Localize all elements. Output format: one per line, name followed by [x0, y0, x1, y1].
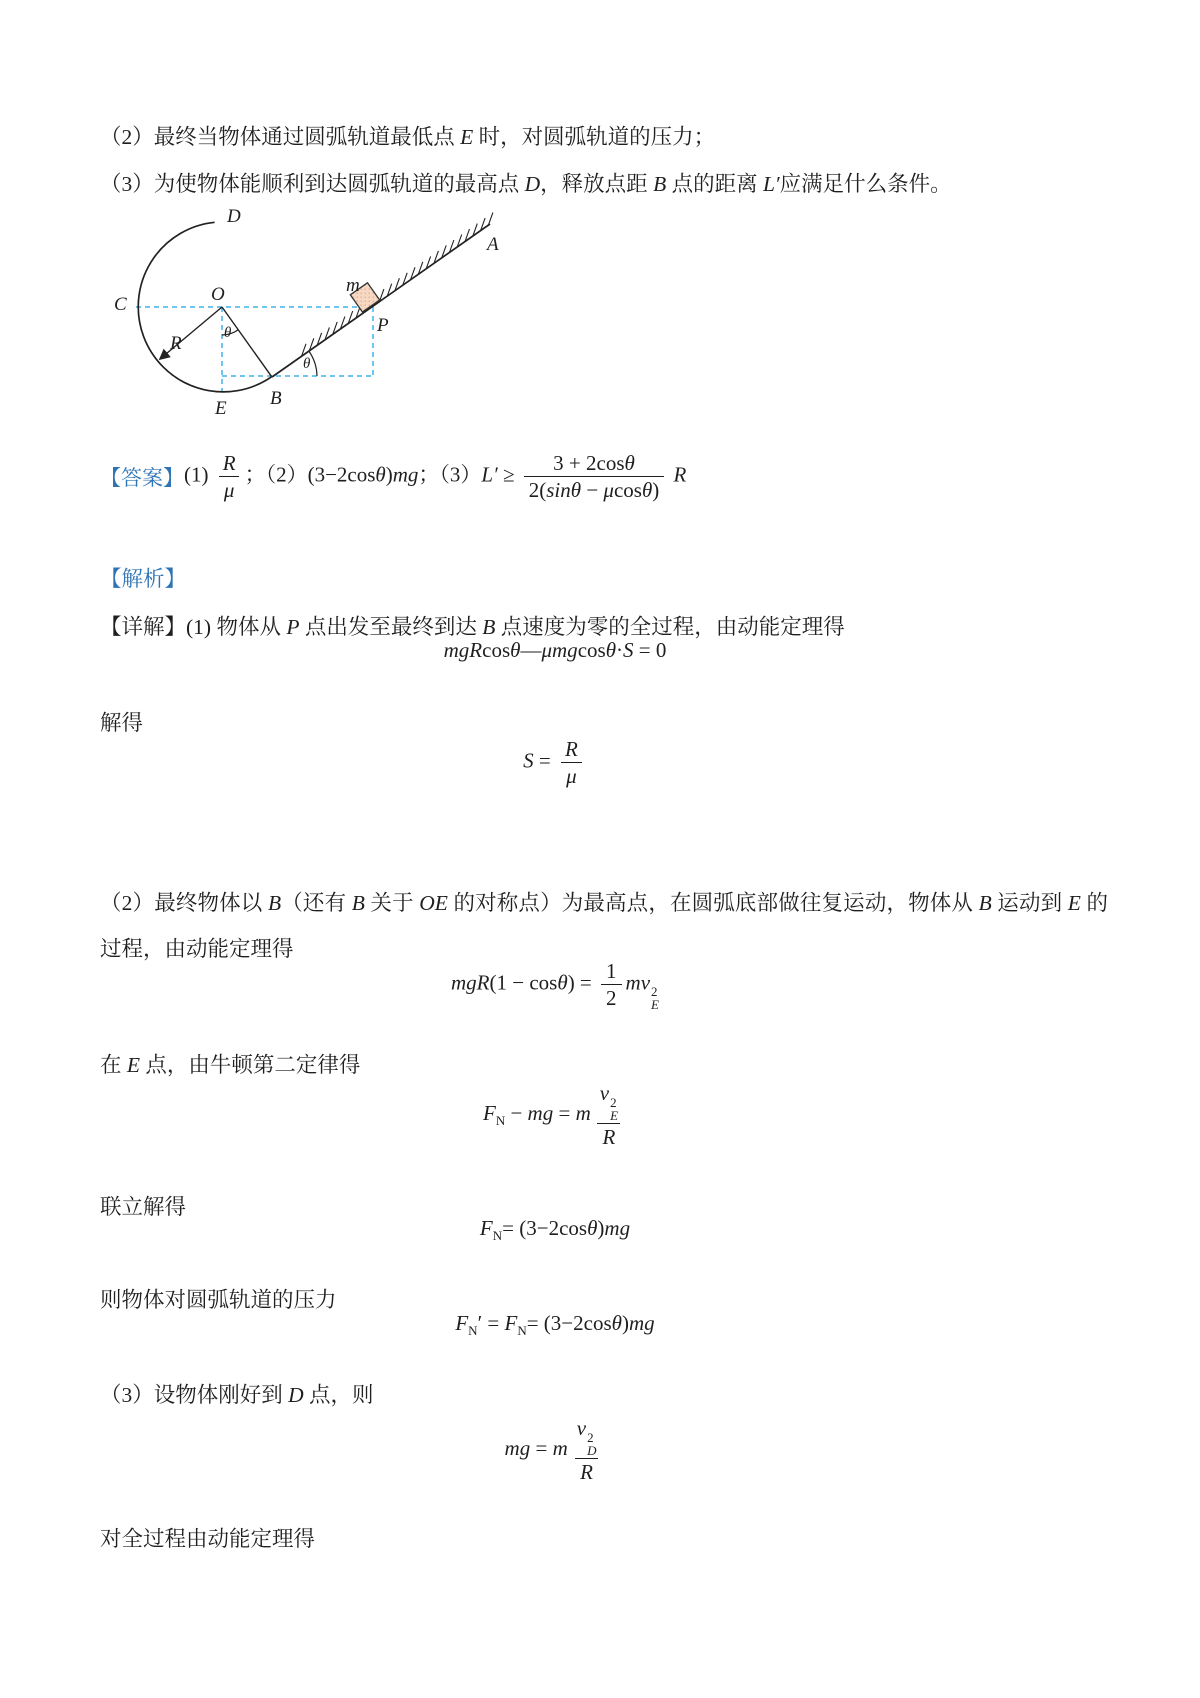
label-m: m: [346, 275, 360, 296]
label-c: C: [114, 294, 127, 315]
text-run: 点速度为零的全过程，由动能定理得: [495, 614, 845, 639]
combine-label: 联立解得: [100, 1194, 187, 1219]
var-run: L′: [481, 462, 498, 487]
var-run: v: [599, 1081, 610, 1105]
text-run: 在: [100, 1052, 127, 1077]
text-run: cos: [613, 478, 642, 503]
superscript: 2: [610, 1095, 617, 1110]
var-run: R: [222, 451, 236, 475]
text-run: 3 + 2cos: [553, 451, 625, 475]
text-run: = (3−2cos: [526, 1311, 612, 1335]
text-run: 运动到: [991, 890, 1068, 915]
text-run: ′ =: [477, 1311, 505, 1335]
text-run: ≥: [497, 462, 520, 487]
reaction-label: 则物体对圆弧轨道的压力: [100, 1287, 337, 1312]
formula-fn-prime: [100, 1311, 1010, 1339]
var-run: m: [575, 1100, 591, 1125]
text-run: 关于: [364, 890, 420, 915]
answer-content: [184, 450, 686, 503]
var-run: θ: [557, 970, 568, 995]
var-run: F: [482, 1100, 496, 1125]
text-run: 的过程，由动能定理得: [100, 890, 1108, 961]
hatch-marks: [302, 213, 493, 357]
fraction-denominator: [601, 984, 622, 1011]
text-run: （2）最终物体以: [100, 890, 268, 915]
script-stack: [651, 986, 659, 1011]
text-run: (1 − cos: [489, 970, 558, 995]
var-run: B: [978, 890, 992, 915]
text-run: −: [581, 478, 604, 503]
text-run: ·: [616, 638, 624, 662]
formula-fn: [100, 1216, 1010, 1244]
physics-diagram: [95, 195, 515, 420]
var-run: P: [286, 614, 300, 639]
text-run: （3）为使物体能顺利到达圆弧轨道的最高点: [100, 171, 525, 196]
text-run: ): [621, 1311, 629, 1335]
answer-line: [100, 450, 686, 503]
var-run: R: [602, 1125, 616, 1149]
var-run: S: [623, 638, 634, 662]
fraction: [524, 450, 665, 503]
fraction-denominator: [597, 1123, 620, 1150]
text-run: 点，由牛顿第二定律得: [140, 1052, 361, 1077]
solve-label: 解得: [100, 710, 144, 735]
var-run: F: [479, 1216, 493, 1240]
var-run: mg: [604, 1216, 631, 1240]
question-item-3: [100, 169, 952, 199]
var-run: D: [524, 171, 541, 196]
var-run: θ: [611, 1311, 622, 1335]
subscript: D: [587, 1443, 597, 1458]
fraction-denominator: [561, 762, 582, 789]
text-run: 2(: [528, 478, 547, 503]
fraction: [595, 1080, 623, 1150]
var-run: R: [565, 737, 578, 761]
var-run: R: [580, 1460, 593, 1484]
ob-line: [222, 307, 272, 377]
text-run: cos: [577, 638, 606, 662]
text-run: 【详解】(1) 物体从: [100, 614, 287, 639]
label-r: R: [170, 333, 182, 354]
text-run: ): [597, 1216, 605, 1240]
fraction-denominator: [575, 1458, 598, 1485]
var-run: mgR: [443, 638, 483, 662]
subscript: N: [492, 1228, 503, 1243]
label-a: A: [487, 234, 499, 255]
var-run: mv: [625, 970, 651, 995]
var-run: μ: [566, 764, 577, 789]
whole-process-label: 对全过程由动能定理得: [100, 1526, 316, 1551]
formula-energy-pb: [100, 638, 1010, 663]
text-run: 应满足什么条件。: [779, 171, 952, 196]
fraction-numerator: [595, 1080, 623, 1123]
answer-marker: 【答案】: [100, 465, 184, 490]
formula-d: [100, 1415, 1010, 1485]
text-run: 点，则: [303, 1382, 374, 1407]
label-p: P: [377, 315, 389, 336]
fraction-numerator: [218, 450, 241, 476]
text-run: = (3−2cos: [502, 1216, 588, 1240]
text-run: —: [520, 638, 542, 662]
text-run: 时，对圆弧轨道的压力；: [473, 124, 716, 149]
incline-line: [272, 224, 490, 377]
fraction-denominator: [524, 476, 665, 503]
var-run: mg: [527, 1100, 554, 1125]
text-run: (1): [184, 462, 214, 487]
var-run: D: [288, 1382, 304, 1407]
var-run: B: [351, 890, 365, 915]
var-run: θ: [641, 478, 653, 503]
fraction-numerator: [601, 958, 622, 984]
var-run: θ: [510, 638, 521, 662]
fraction-numerator: [560, 736, 583, 762]
label-theta-b: θ: [303, 356, 311, 372]
var-run: μ: [603, 478, 614, 503]
fraction: [218, 450, 241, 503]
text-run: −: [505, 1100, 528, 1125]
text-run: 的对称点）为最高点，在圆弧底部做往复运动，物体从: [447, 890, 979, 915]
var-run: v: [576, 1416, 587, 1440]
text-run: ；（3）: [418, 462, 482, 487]
text-run: （2）最终当物体通过圆弧轨道最低点: [100, 124, 461, 149]
var-run: θ: [375, 462, 386, 487]
text-run: cos: [482, 638, 511, 662]
var-run: F: [504, 1311, 518, 1335]
var-run: B: [482, 614, 496, 639]
var-run: μ: [223, 478, 235, 503]
text-run: = 0: [633, 638, 667, 662]
text-run: =: [553, 1100, 576, 1125]
var-run: OE: [419, 890, 448, 915]
var-run: m: [552, 1435, 568, 1460]
text-run: ): [385, 462, 393, 487]
text-run: ，释放点距: [540, 171, 654, 196]
subscript: N: [468, 1323, 478, 1338]
var-run: mgR: [451, 970, 490, 995]
var-run: θ: [624, 451, 635, 475]
superscript: 2: [587, 1430, 594, 1445]
text-run: （还有: [281, 890, 352, 915]
var-run: E: [126, 1052, 141, 1077]
solution-intro: [100, 612, 845, 642]
var-run: θ: [587, 1216, 598, 1240]
fraction: [572, 1415, 602, 1485]
var-run: μmg: [541, 638, 578, 662]
fraction-numerator: [548, 450, 640, 476]
var-run: sinθ: [546, 478, 582, 503]
subscript: E: [610, 1108, 619, 1123]
label-d: D: [227, 206, 241, 227]
var-run: E: [460, 124, 474, 149]
fraction: [601, 958, 622, 1011]
var-run: mg: [392, 462, 419, 487]
formula-newton-e: [100, 1080, 1010, 1150]
label-e: E: [215, 398, 227, 419]
fraction: [560, 736, 583, 789]
var-run: E: [1067, 890, 1081, 915]
subscript: N: [517, 1323, 527, 1338]
label-theta-o: θ: [224, 325, 232, 341]
var-run: mg: [504, 1435, 531, 1460]
var-run: mg: [628, 1311, 655, 1335]
fraction-numerator: [572, 1415, 602, 1458]
text-run: =: [530, 1435, 553, 1460]
label-o: O: [211, 284, 225, 305]
at-e-line: [100, 1050, 360, 1080]
label-b: B: [270, 388, 282, 409]
subscript: E: [651, 997, 659, 1013]
text-run: 1: [606, 959, 617, 983]
text-run: ): [652, 478, 660, 503]
script-stack: [587, 1432, 596, 1457]
subscript: N: [495, 1112, 506, 1128]
var-run: θ: [605, 638, 617, 662]
text-run: 点的距离: [666, 171, 763, 196]
text-run: =: [533, 748, 556, 773]
text-run: 点出发至最终到达: [299, 614, 483, 639]
formula-s: [100, 736, 1010, 789]
script-stack: [610, 1097, 618, 1122]
formula-energy-be: [100, 958, 1010, 1011]
var-run: B: [653, 171, 667, 196]
text-run: （3）设物体刚好到: [100, 1382, 289, 1407]
text-run: ；（2）(3−2cos: [244, 462, 376, 487]
var-run: B: [267, 890, 282, 915]
var-run: S: [523, 748, 534, 773]
question-item-2: [100, 122, 715, 152]
hatch-tick: [488, 213, 493, 226]
solution-part3: [100, 1380, 374, 1410]
analysis-marker: 【解析】: [100, 566, 187, 591]
superscript: 2: [651, 984, 658, 1000]
text-run: ) =: [567, 970, 598, 995]
var-run: L′: [762, 171, 780, 196]
var-run: R: [668, 462, 687, 487]
fraction-denominator: [219, 476, 240, 503]
var-run: F: [455, 1311, 469, 1335]
text-run: 2: [606, 986, 617, 1011]
